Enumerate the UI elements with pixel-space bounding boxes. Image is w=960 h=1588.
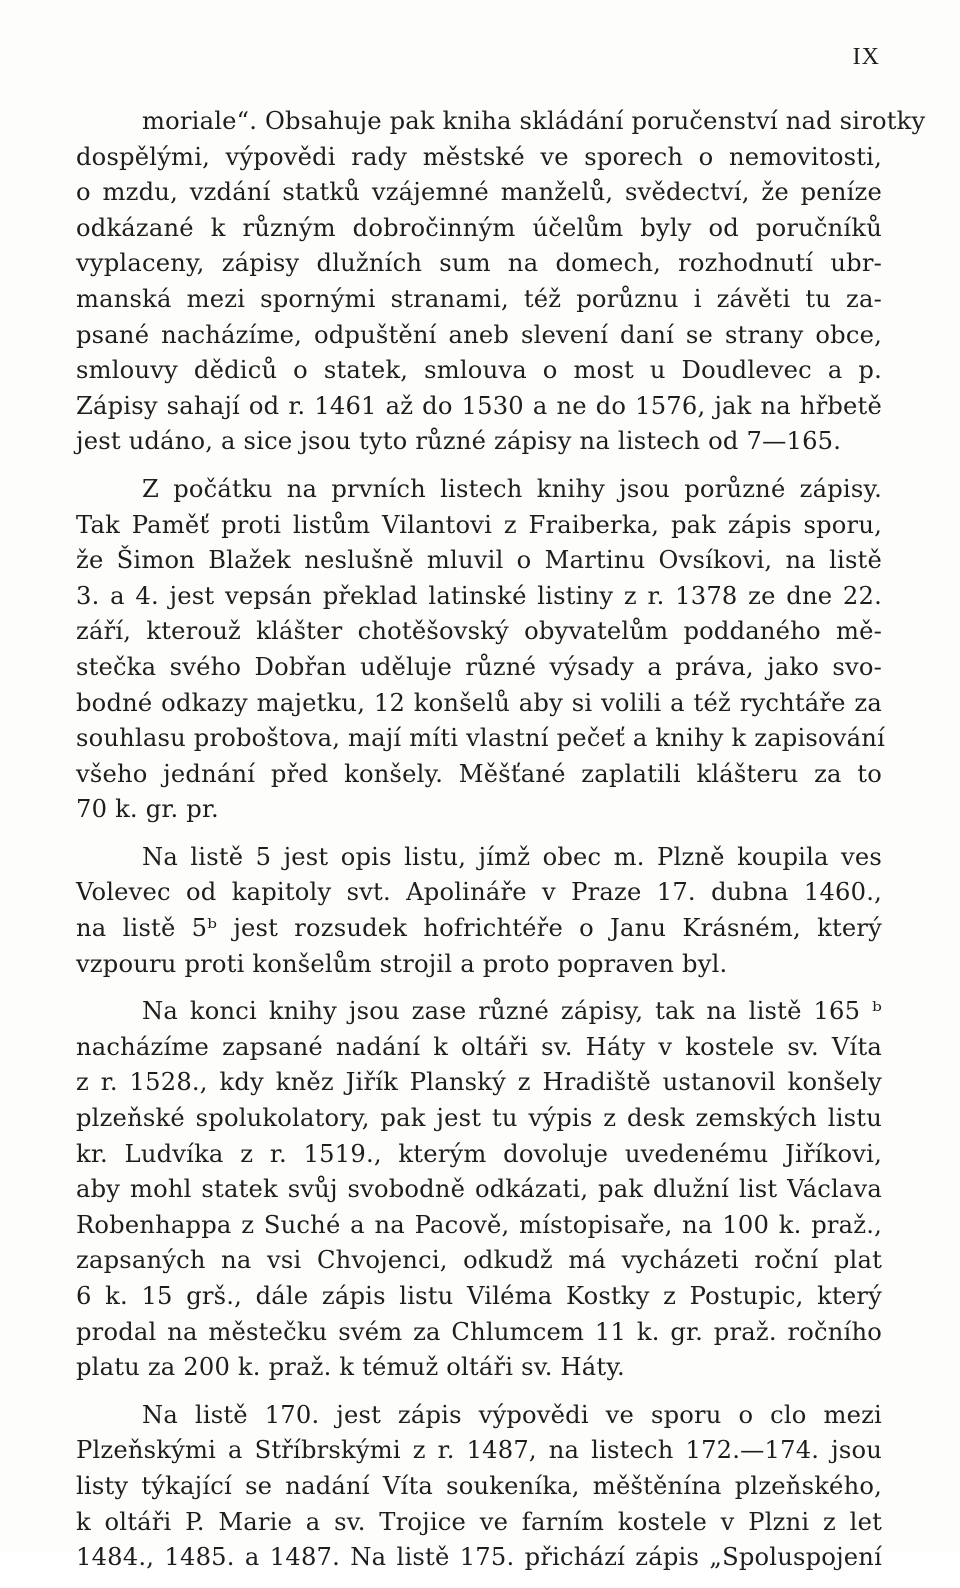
paragraph <box>76 472 886 828</box>
text-line: kr. Ludvíka z r. 1519., kterým dovoluje uvedenému Jiříkovi, <box>76 1139 882 1168</box>
text-line: září, kterouž klášter chotěšovský obyvatelům poddaného mě- <box>76 617 882 646</box>
text-line: nacházíme zapsané nadání k oltáři sv. Háty v kostele sv. Víta <box>76 1032 882 1061</box>
text-line: psané nacházíme, odpuštění aneb slevení daní se strany obce, <box>76 320 882 349</box>
text-line: všeho jednání před konšely. Měšťané zaplatili klášteru za to <box>76 759 882 788</box>
text-line: 6 k. 15 grš., dále zápis listu Viléma Kostky z Postupic, který <box>76 1282 882 1310</box>
text-line: manská mezi spornými stranami, též porůznu i závěti tu za- <box>76 284 882 313</box>
text-line: zapsaných na vsi Chvojenci, odkudž má vycházeti roční plat <box>76 1246 882 1275</box>
text-line: že Šimon Blažek neslušně mluvil o Martinu Ovsíkovi, na listě <box>76 546 882 575</box>
text-line: jest udáno, a sice jsou tyto různé zápisy na listech od 7—165. <box>76 427 842 456</box>
text-line: 70 k. gr. pr. <box>76 795 219 824</box>
text-line: 3. a 4. jest vepsán překlad latinské listiny z r. 1378 ze dne 22. <box>76 581 882 610</box>
text-line: dospělými, výpovědi rady městské ve sporech o nemovitosti, <box>76 142 882 171</box>
text-line: odkázané k různým dobročinným účelům byly od poručníků <box>76 213 882 242</box>
text-line: Tak Paměť proti listům Vilantovi z Fraiberka, pak zápis sporu, <box>76 510 882 539</box>
text-line: Robenhappa z Suché a na Pacově, místopisaře, na 100 k. praž., <box>76 1210 882 1239</box>
text-line: k oltáři P. Marie a sv. Trojice ve farním kostele v Plzni z let <box>76 1507 882 1536</box>
paragraph <box>76 840 882 982</box>
text-line: platu za 200 k. praž. k témuž oltáři sv. Háty. <box>76 1353 625 1382</box>
text-line: Volevec od kapitoly svt. Apolináře v Praze 17. dubna 1460., <box>76 878 882 907</box>
text-line: Na listě 170. jest zápis výpovědi ve sporu o clo mezi <box>142 1400 882 1429</box>
text-line: Plzeňskými a Stříbrskými z r. 1487, na listech 172.—174. jsou <box>76 1436 882 1465</box>
text-line: plzeňské spolukolatory, pak jest tu výpis z desk zemských listu <box>76 1104 882 1133</box>
text-line: prodal na městečku svém za Chlumcem 11 k. gr. praž. ročního <box>76 1317 882 1346</box>
paragraph <box>76 104 926 460</box>
page-number: IX <box>852 44 880 70</box>
text-line: moriale“. Obsahuje pak kniha skládání poručenství nad sirotky <box>142 107 926 135</box>
text-line: na listě 5ᵇ jest rozsudek hofrichtéře o Janu Krásném, který <box>76 914 882 943</box>
text-line: Na konci knihy jsou zase různé zápisy, tak na listě 165 ᵇ <box>142 997 882 1026</box>
text-line: vyplaceny, zápisy dlužních sum na domech, rozhodnutí ubr- <box>76 249 882 278</box>
text-line: stečka svého Dobřan uděluje různé výsady a práva, jako svo- <box>76 652 882 681</box>
body-text <box>76 104 926 1588</box>
text-line: aby mohl statek svůj svobodně odkázati, pak dlužní list Václava <box>76 1175 882 1204</box>
text-line: smlouvy dědiců o statek, smlouva o most u Doudlevec a p. <box>76 356 882 385</box>
paragraph <box>76 994 882 1386</box>
text-line: 1484., 1485. a 1487. Na listě 175. přichází zápis „Spoluspojení <box>76 1543 882 1572</box>
text-line: Na listě 5 jest opis listu, jímž obec m. Plzně koupila ves <box>142 842 882 871</box>
text-line: vzpouru proti konšelům strojil a proto popraven byl. <box>76 949 728 978</box>
text-line: bodné odkazy majetku, 12 konšelů aby si volili a též rychtáře za <box>76 688 882 717</box>
text-line: listy týkající se nadání Víta soukeníka, měštěnína plzeňského, <box>76 1471 882 1500</box>
paragraph <box>76 1398 882 1576</box>
text-line: souhlasu proboštova, mají míti vlastní pečeť a knihy k zapisování <box>76 724 886 753</box>
text-line: Z počátku na prvních listech knihy jsou porůzné zápisy. <box>142 474 882 503</box>
text-line: o mzdu, vzdání statků vzájemné manželů, svědectví, že peníze <box>76 178 882 207</box>
text-line: z r. 1528., kdy kněz Jiřík Planský z Hradiště ustanovil konšely <box>76 1068 882 1097</box>
text-line: Zápisy sahají od r. 1461 až do 1530 a ne do 1576, jak na hřbetě <box>76 391 882 420</box>
